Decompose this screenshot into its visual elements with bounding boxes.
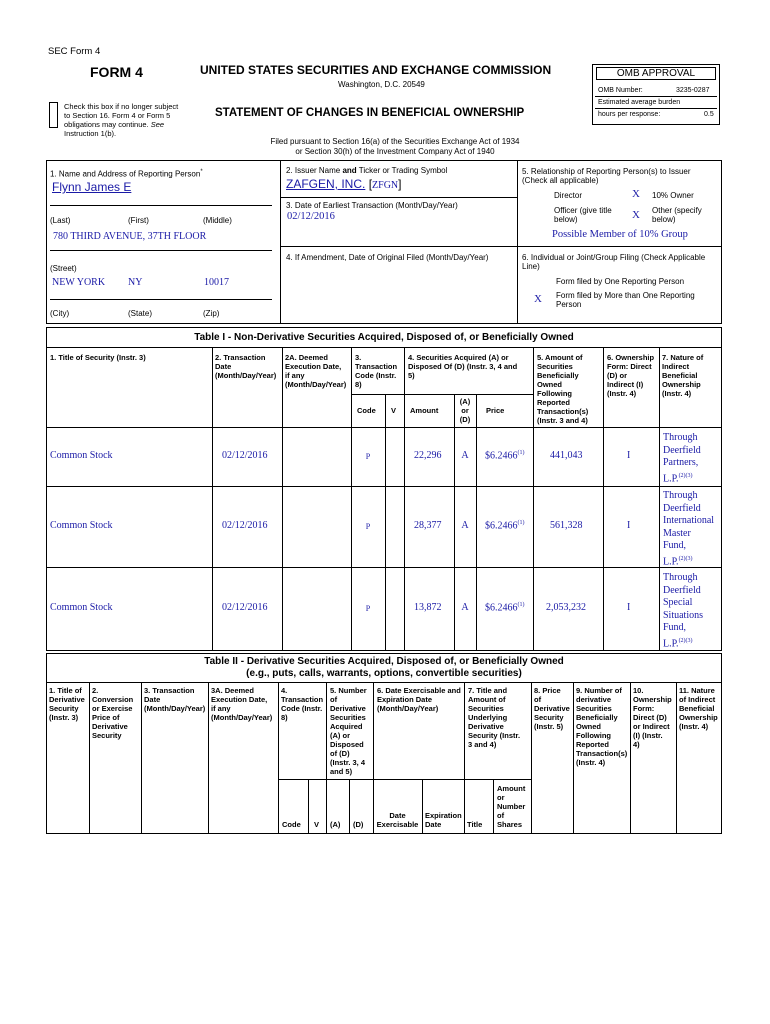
t1-sub-price: Price: [486, 406, 505, 415]
other-remark: Possible Member of 10% Group: [552, 229, 688, 240]
t1-h7: 7. Nature of Indirect Beneficial Ownership (Instr. 4): [662, 353, 704, 398]
zip-value: 10017: [204, 277, 229, 288]
t1-h3: 3. Transaction Code (Instr. 8): [355, 353, 398, 389]
city-value: NEW YORK: [52, 277, 106, 288]
t2-h6: 6. Date Exercisable and Expiration Date (Month/Day/Year): [377, 686, 461, 713]
t2-sub-amount: Amount or Number of Shares: [497, 784, 526, 829]
t1-h4: 4. Securities Acquired (A) or Disposed Of (D) (Instr. 3, 4 and 5): [408, 353, 518, 380]
t2-h7: 7. Title and Amount of Securities Underlying Derivative Security (Instr. 3 and 4): [468, 686, 521, 749]
ten-percent-owner-label: 10% Owner: [652, 191, 694, 200]
more-than-one-label: Form filed by More than One Reporting Person: [556, 291, 695, 309]
other-check: X: [632, 209, 640, 221]
box4-label: 4. If Amendment, Date of Original Filed (Month/Day/Year): [286, 253, 489, 262]
t2-h8: 8. Price of Derivative Security (Instr. 5): [534, 686, 570, 731]
middle-label: (Middle): [203, 216, 232, 225]
amount-owned: 441,043: [550, 450, 583, 461]
city-label: (City): [50, 309, 70, 318]
amount-owned: 2,053,232: [546, 602, 586, 613]
amount: 13,872: [414, 602, 442, 613]
transaction-date: 02/12/2016: [222, 520, 268, 531]
checkbox-text: Check this box if no longer subject to Section 16. Form 4 or Form 5 obligations may continue. See Instruction 1(b).: [64, 102, 179, 138]
transaction-code: P: [365, 452, 371, 461]
hours-label: hours per response:: [598, 111, 661, 118]
t2-sub-d: (D): [353, 820, 364, 829]
street-label: (Street): [50, 264, 77, 273]
t1-sub-code: Code: [357, 406, 376, 415]
one-person-label: Form filed by One Reporting Person: [556, 277, 685, 286]
t2-sub-title: Title: [467, 820, 483, 829]
t2-h4: 4. Transaction Code (Instr. 8): [281, 686, 324, 722]
acquired-disposed: A: [461, 602, 469, 613]
price: $6.2466$^{(1)}$: [485, 520, 525, 532]
t2-h5: 5. Number of Derivative Securities Acquired (A) or Disposed of (D) (Instr. 3, 4 and 5): [330, 686, 367, 776]
t1-sub-v: V: [391, 406, 397, 415]
price: $6.2466$^{(1)}$: [485, 602, 525, 614]
agency-city: Washington, D.C. 20549: [338, 80, 425, 89]
earliest-transaction-date: 02/12/2016: [287, 211, 335, 222]
t2-h1: 1. Title of Derivative Security (Instr. 3): [49, 686, 85, 722]
t1-h1: 1. Title of Security (Instr. 3): [50, 353, 146, 362]
t2-sub-code: Code: [282, 820, 301, 829]
reporting-person-name-link[interactable]: Flynn James E: [52, 180, 132, 194]
ownership-form: I: [627, 450, 631, 461]
acquired-disposed: A: [461, 520, 469, 531]
ticker: ZFGN: [372, 180, 399, 191]
t2-h9: 9. Number of derivative Securities Beneficially Owned Following Reported Transaction(s) (Instr. 4): [576, 686, 628, 767]
omb-number-value: 3235-0287: [676, 87, 710, 94]
officer-label: Officer (give title below): [554, 206, 612, 224]
other-label: Other (specify below): [652, 206, 702, 224]
no-longer-subject-checkbox[interactable]: [49, 102, 58, 128]
t1-h5: 5. Amount of Securities Beneficially Owned Following Reported Transaction(s) (Instr. 3 and 4): [537, 353, 589, 425]
sec-form-label: SEC Form 4: [48, 46, 101, 57]
transaction-date: 02/12/2016: [222, 450, 268, 461]
state-label: (State): [128, 309, 153, 318]
box6-label: 6. Individual or Joint/Group Filing (Check Applicable Line): [522, 253, 706, 271]
amount: 28,377: [414, 520, 442, 531]
security-title: Common Stock: [50, 520, 113, 531]
t2-sub-exercisable: Date Exercisable: [376, 811, 419, 829]
filed-pursuant: Filed pursuant to Section 16(a) of the Securities Exchange Act of 1934 or Section 30(h) of the Investment Company Act of 1940: [270, 137, 520, 156]
form-title: FORM 4: [90, 64, 143, 80]
issuer-name-link[interactable]: ZAFGEN, INC.: [286, 177, 366, 191]
ten-percent-owner-check: X: [632, 188, 640, 200]
state-value: NY: [128, 277, 143, 288]
street-address: 780 THIRD AVENUE, 37TH FLOOR: [53, 231, 207, 242]
acquired-disposed: A: [461, 450, 469, 461]
table1-title: Table I - Non-Derivative Securities Acquired, Disposed of, or Beneficially Owned: [194, 332, 574, 343]
nature-of-ownership: Through Deerfield International Master Fund, L.P.$^{(2)(3)}$: [663, 490, 715, 567]
t2-sub-a: (A): [330, 820, 341, 829]
table2-title: Table II - Derivative Securities Acquired, Disposed of, or Beneficially Owned (e.g., puts, calls, warrants, options, convertible securities): [204, 656, 564, 679]
omb-number-label: OMB Number:: [598, 87, 643, 94]
statement-title: STATEMENT OF CHANGES IN BENEFICIAL OWNERSHIP: [215, 107, 525, 119]
burden-label: Estimated average burden: [598, 99, 681, 106]
transaction-code: P: [365, 522, 371, 531]
transaction-date: 02/12/2016: [222, 602, 268, 613]
t2-sub-expiration: Expiration Date: [425, 811, 462, 829]
t1-h2a: 2A. Deemed Execution Date, if any (Month/Day/Year): [285, 353, 347, 389]
t2-h10: 10. Ownership Form: Direct (D) or Indirect (I) (Instr. 4): [633, 686, 672, 749]
t2-h3a: 3A. Deemed Execution Date, if any (Month/Day/Year): [211, 686, 273, 722]
box5-label: 5. Relationship of Reporting Person(s) to Issuer (Check all applicable): [522, 167, 691, 185]
transaction-code: P: [365, 604, 371, 613]
agency-title: UNITED STATES SECURITIES AND EXCHANGE COMMISSION: [200, 63, 552, 77]
last-label: (Last): [50, 216, 71, 225]
t1-h6: 6. Ownership Form: Direct (D) or Indirect (I) (Instr. 4): [607, 353, 655, 398]
ownership-form: I: [627, 602, 631, 613]
price: $6.2466$^{(1)}$: [485, 450, 525, 462]
t1-h2: 2. Transaction Date (Month/Day/Year): [215, 353, 277, 380]
box3-label: 3. Date of Earliest Transaction (Month/Day/Year): [286, 201, 458, 210]
first-label: (First): [128, 216, 149, 225]
zip-label: (Zip): [203, 309, 220, 318]
t2-h3: 3. Transaction Date (Month/Day/Year): [144, 686, 206, 713]
amount: 22,296: [414, 450, 442, 461]
box1-label: 1. Name and Address of Reporting Person*: [50, 169, 203, 179]
nature-of-ownership: Through Deerfield Partners, L.P.$^{(2)(3)}$: [663, 432, 701, 484]
t2-sub-v: V: [314, 820, 320, 829]
hours-value: 0.5: [704, 111, 714, 118]
more-than-one-check: X: [534, 293, 542, 305]
director-label: Director: [554, 191, 583, 200]
ownership-form: I: [627, 520, 631, 531]
t1-sub-ad: (A) or (D): [459, 397, 471, 424]
amount-owned: 561,328: [550, 520, 583, 531]
nature-of-ownership: Through Deerfield Special Situations Fund, L.P.$^{(2)(3)}$: [663, 572, 704, 649]
box2-label: 2. Issuer Name and Ticker or Trading Symbol: [286, 166, 448, 175]
issuer-row: ZAFGEN, INC. [ZFGN]: [286, 177, 402, 191]
t1-sub-amount: Amount: [410, 406, 439, 415]
t2-h2: 2. Conversion or Exercise Price of Derivative Security: [92, 686, 134, 740]
security-title: Common Stock: [50, 602, 113, 613]
t2-h11: 11. Nature of Indirect Beneficial Ownership (Instr. 4): [679, 686, 718, 731]
security-title: Common Stock: [50, 450, 113, 461]
omb-title: OMB APPROVAL: [596, 67, 716, 80]
